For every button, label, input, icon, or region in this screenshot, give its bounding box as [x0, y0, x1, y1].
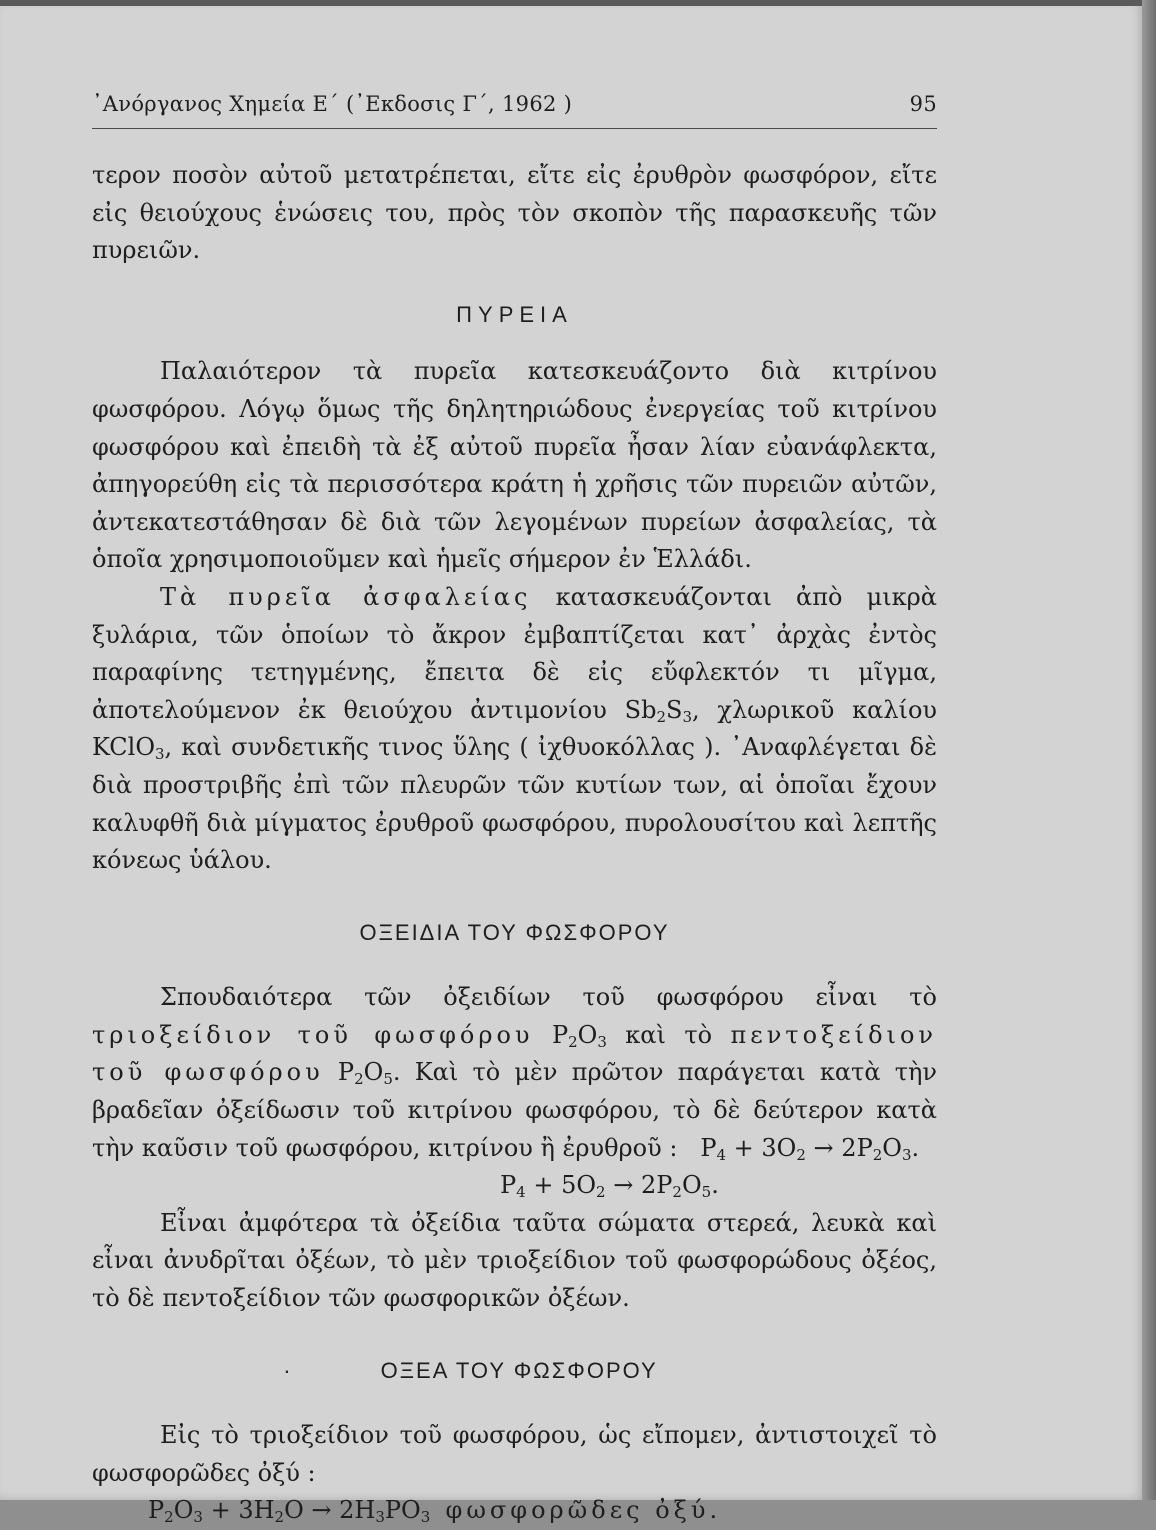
plus-sign: +	[533, 1171, 554, 1200]
equation-3	[92, 1492, 937, 1530]
formula-part: O	[284, 1496, 304, 1525]
subscript: 4	[716, 1145, 727, 1164]
text-run: , χλωρικοῦ καλίου	[692, 695, 937, 724]
subscript: 3	[597, 1032, 607, 1051]
running-header	[92, 92, 937, 116]
formula-p2o3	[552, 1021, 607, 1049]
formula-kclo3	[92, 733, 165, 764]
formula-part: 2P	[841, 1133, 873, 1162]
book-spine-edge	[1142, 0, 1156, 1500]
section-title-acids-text: ΟΞΕΑ ΤΟΥ ΦΩΣΦΟΡΟΥ	[380, 1357, 658, 1383]
subscript: 2	[796, 1145, 806, 1164]
subscript: 5	[701, 1183, 712, 1202]
plus-sign: +	[210, 1496, 231, 1525]
subscript: 3	[193, 1508, 203, 1527]
subscript: 2	[568, 1032, 578, 1051]
page-number: 95	[909, 92, 937, 116]
paragraph-anhydrides: Εἶναι ἀμφότερα τὰ ὀξείδια ταῦτα σώματα στερεά, λευκὰ καὶ εἶναι ἀνυδρῖται ὀξέων, τὸ μὲν τριοξείδιον τοῦ φωσφορώδους ὀξέος, τὸ δὲ πεντοξείδιον τῶν φωσφορικῶν ὀξέων.	[92, 1208, 937, 1313]
paragraph-safety-matches	[92, 579, 937, 880]
subscript: 2	[872, 1145, 883, 1164]
subscript: 2	[656, 707, 666, 726]
paragraph-phosphorous-acid: Εἰς τὸ τριοξείδιον τοῦ φωσφόρου, ὡς εἴπομεν, ἀντιστοιχεῖ τὸ φωσφορῶδες ὀξύ :	[92, 1421, 937, 1487]
period: .	[911, 1133, 920, 1162]
reaction-arrow: →	[311, 1496, 332, 1525]
formula-part: O	[173, 1496, 194, 1525]
text-run: Σπουδαιότερα τῶν ὀξειδίων τοῦ φωσφόρου εἶναι τὸ	[160, 983, 937, 1012]
subscript: 2	[596, 1183, 606, 1202]
text-run	[324, 1058, 338, 1086]
subscript: 3	[155, 745, 165, 764]
text-run: καὶ τὸ	[606, 1020, 731, 1049]
page-body	[92, 157, 937, 1530]
subscript: 5	[383, 1070, 393, 1089]
formula-part: P	[551, 1020, 569, 1049]
equation-2	[92, 1167, 937, 1205]
top-edge-band	[0, 0, 1146, 6]
reaction-arrow: →	[813, 1133, 834, 1162]
formula-part: P	[148, 1496, 165, 1525]
subscript: 2	[274, 1508, 285, 1527]
formula-part: KClO	[92, 733, 155, 762]
text-run: κατασκευάζονται ἀπὸ μικρὰ ξυλάρια, τῶν ὁποίων τὸ ἄκρον ἐμβαπτίζεται κατ᾽ ἀρχὰς ἐντὸς παραφίνης τετηγμένης, ἔπειτα δὲ εἰς εὔφλεκτόν τι μῖγμα, ἀποτελούμενον ἐκ θειούχου ἀντιμονίου	[92, 582, 937, 724]
subscript: 3	[420, 1508, 431, 1527]
formula-part: 2P	[640, 1171, 673, 1200]
text-run: . Καὶ τὸ μὲν πρῶτον παράγεται κατὰ τὴν βραδεῖαν ὀξείδωσιν τοῦ κιτρίνου φωσφόρου, τὸ δὲ δεύτερον κατὰ τὴν καῦσιν τοῦ φωσφόρου, κιτρίνου ἢ ἐρυθροῦ :	[92, 1058, 938, 1162]
section-title-pyreia: ΠΥΡΕΙΑ	[456, 301, 573, 327]
formula-part: P	[337, 1058, 355, 1087]
formula-part: P	[500, 1171, 517, 1200]
section-title-oxides: ΟΞΕΙΔΙΑ ΤΟΥ ΦΩΣΦΟΡΟΥ	[359, 919, 670, 945]
formula-part: PO	[384, 1496, 421, 1525]
formula-part: O	[363, 1058, 384, 1087]
formula-part: O	[577, 1020, 598, 1049]
header-rule	[92, 128, 937, 129]
formula-part: O	[882, 1133, 902, 1162]
subscript: 2	[354, 1070, 364, 1089]
subscript: 3	[375, 1508, 385, 1527]
period: .	[711, 1171, 719, 1200]
formula-part: O	[681, 1171, 702, 1200]
paragraph-continuation: τερον ποσὸν αὐτοῦ μετατρέπεται, εἴτε εἰς ἐρυθρὸν φωσφόρον, εἴτε εἰς θειούχους ἑνώσεις του, πρὸς τὸν σκοπὸν τῆς παρασκευῆς τῶν πυρειῶν.	[92, 161, 937, 265]
formula-part: 3H	[238, 1496, 275, 1525]
formula-part: 5O	[561, 1171, 597, 1200]
formula-part: S	[666, 695, 683, 724]
subscript: 3	[901, 1145, 912, 1164]
subscript: 4	[516, 1183, 526, 1202]
equation-1	[700, 1134, 919, 1162]
spaced-term-pentoxide: πεντοξείδιον τοῦ φωσφόρου	[92, 1020, 937, 1087]
formula-sb2s3	[625, 696, 692, 724]
formula-p2o5	[337, 1058, 393, 1089]
formula-part: 3O	[761, 1133, 797, 1162]
formula-part: Sb	[624, 695, 657, 724]
subscript: 3	[682, 707, 692, 726]
subscript: 2	[164, 1508, 174, 1527]
spaced-term-trioxide: τριοξείδιον τοῦ φωσφόρου	[92, 1020, 534, 1049]
section-title-acids	[92, 1352, 937, 1390]
paragraph-oxides	[92, 979, 937, 1167]
formula-part: 2H	[339, 1496, 376, 1525]
running-title: ᾿Ανόργανος Χημεία Ε΄ (᾿Εκδοσις Γ΄, 1962 )	[92, 92, 573, 116]
text-run: , καὶ συνδετικῆς τινος ὕλης ( ἰχθυοκόλλας ). ᾿Αναφλέγεται δὲ διὰ προστριβῆς ἐπὶ τῶν πλευρῶν τῶν κυτίων των, αἱ ὁποῖαι ἔχουν καλυφθῆ διὰ μίγματος ἐρυθροῦ φωσφόρου, πυρολουσίτου καὶ λεπτῆς κόνεως ὑάλου.	[92, 733, 937, 875]
spaced-term-phosphorous-acid: φωσφορῶδες ὀξύ.	[445, 1496, 722, 1525]
stray-dot: ·	[283, 1357, 293, 1383]
spaced-term-safety-matches: Τὰ πυρεῖα ἀσφαλείας	[160, 582, 532, 611]
plus-sign: +	[733, 1133, 754, 1162]
reaction-arrow: →	[613, 1171, 634, 1200]
subscript: 2	[672, 1183, 682, 1202]
text-run	[534, 1021, 552, 1049]
paragraph-old-matches: Παλαιότερον τὰ πυρεῖα κατεσκευάζοντο διὰ κιτρίνου φωσφόρου. Λόγῳ ὅμως τῆς δηλητηριώδους ἐνεργείας τοῦ κιτρίνου φωσφόρου καὶ ἐπειδὴ τὰ ἐξ αὐτοῦ πυρεῖα ἦσαν λίαν εὐανάφλεκτα, ἀπηγορεύθη εἰς τὰ περισσότερα κράτη ἡ χρῆσις τῶν πυρειῶν αὐτῶν, ἀντεκατεστάθησαν δὲ διὰ τῶν λεγομένων πυρείων ἀσφαλείας, τὰ ὁποῖα χρησιμοποιοῦμεν καὶ ἡμεῖς σήμερον ἐν Ἑλλάδι.	[92, 357, 937, 574]
formula-part: P	[700, 1133, 717, 1162]
